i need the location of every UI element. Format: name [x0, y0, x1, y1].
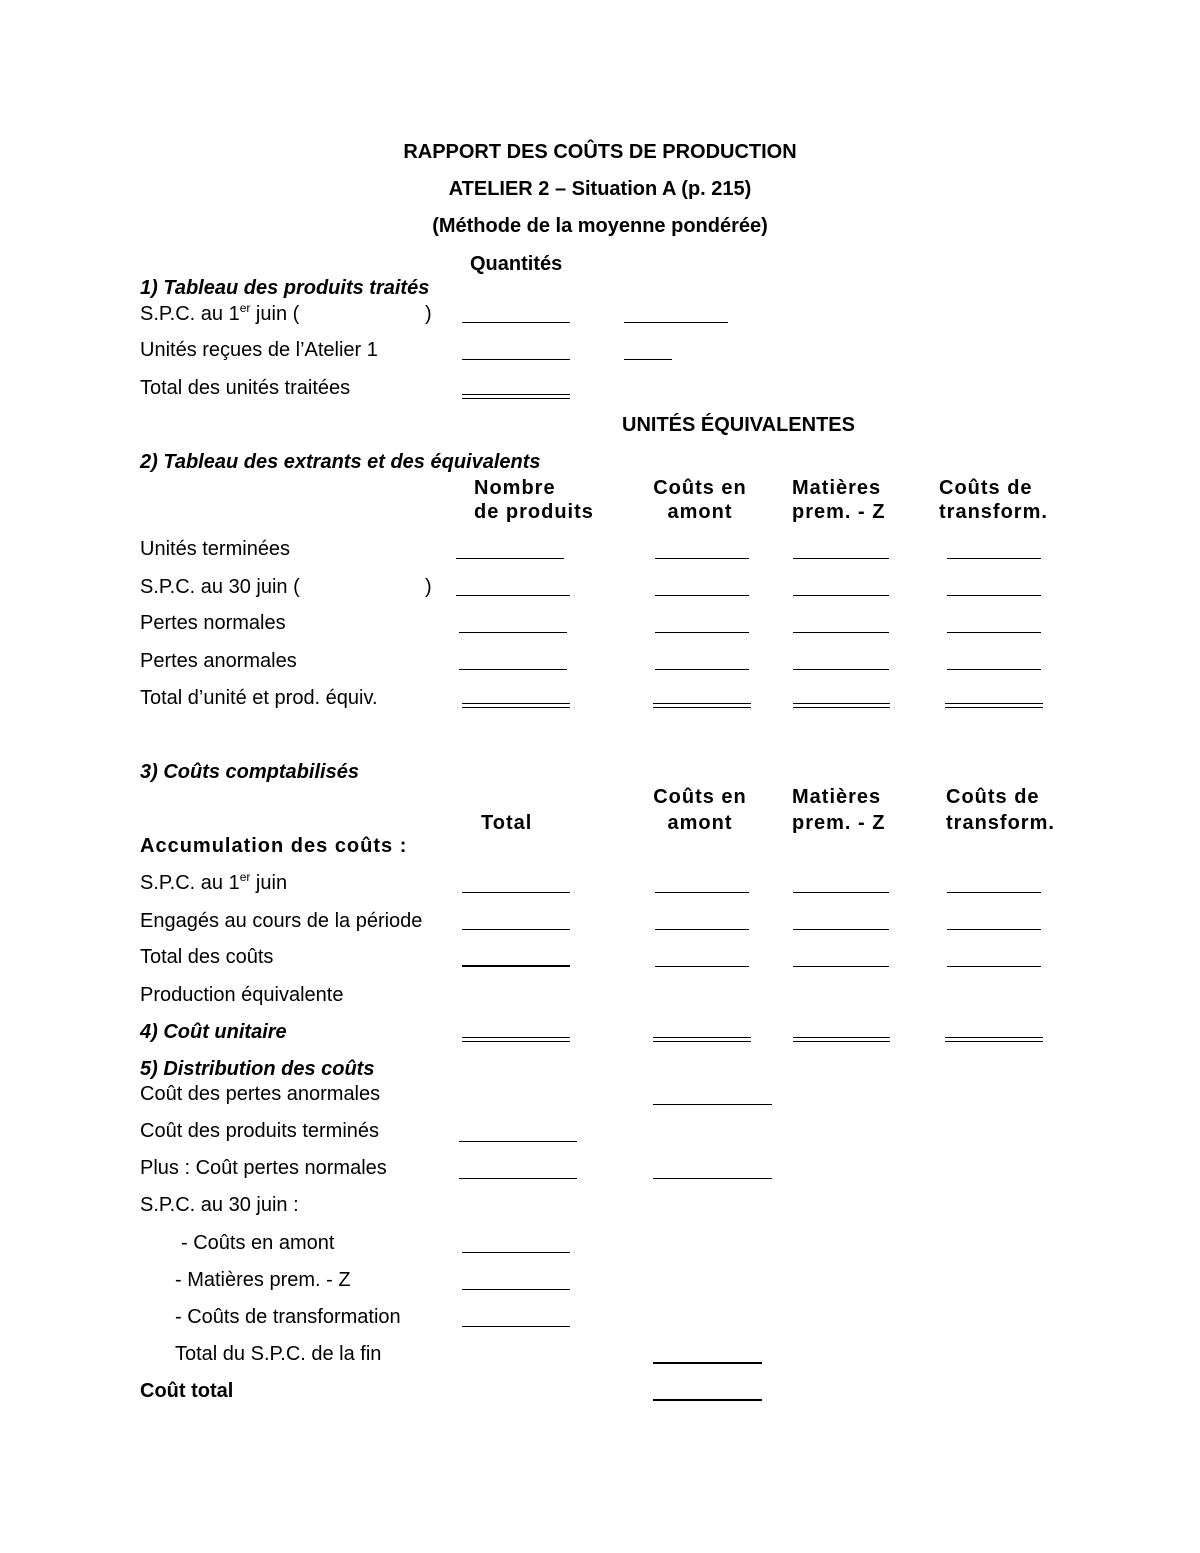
blank-line[interactable] — [653, 1104, 772, 1105]
col-material-1: Matières — [792, 786, 882, 808]
blank-line[interactable] — [655, 632, 749, 633]
section-2-heading: 2) Tableau des extrants et des équivalents — [140, 451, 541, 473]
blank-line[interactable] — [655, 558, 749, 559]
blank-line[interactable] — [793, 632, 889, 633]
blank-line[interactable] — [653, 1178, 772, 1179]
blank-line[interactable] — [947, 632, 1041, 633]
blank-line[interactable] — [624, 322, 728, 323]
col-conversion-2: transform. — [946, 812, 1055, 834]
col-conversion-1: Coûts de — [939, 477, 1033, 499]
blank-line[interactable] — [655, 595, 749, 596]
spc-start-costs-label: S.P.C. au 1er juin — [140, 870, 288, 894]
spc-end-label: S.P.C. au 30 juin ( — [140, 576, 300, 598]
double-underline[interactable] — [462, 703, 570, 708]
total-costs-label: Total des coûts — [140, 946, 274, 968]
paren-close: ) — [425, 576, 432, 598]
blank-line[interactable] — [462, 892, 570, 893]
col-products-1: Nombre — [474, 477, 556, 499]
section-4-heading: 4) Coût unitaire — [140, 1021, 287, 1043]
blank-line[interactable] — [653, 1362, 762, 1364]
blank-line[interactable] — [793, 966, 889, 967]
blank-line[interactable] — [459, 632, 567, 633]
incurred-costs-label: Engagés au cours de la période — [140, 910, 423, 932]
blank-line[interactable] — [793, 558, 889, 559]
double-underline[interactable] — [462, 394, 570, 399]
blank-line[interactable] — [462, 929, 570, 930]
section-1-heading: 1) Tableau des produits traités — [140, 277, 430, 299]
double-underline[interactable] — [793, 703, 890, 708]
blank-line[interactable] — [947, 892, 1041, 893]
section-3-heading: 3) Coûts comptabilisés — [140, 761, 359, 783]
blank-line[interactable] — [793, 669, 889, 670]
blank-line[interactable] — [462, 1252, 570, 1253]
conversion-costs-label: - Coûts de transformation — [175, 1306, 401, 1328]
blank-line[interactable] — [655, 966, 749, 967]
col-material-2: prem. - Z — [792, 812, 886, 834]
blank-line[interactable] — [947, 966, 1041, 967]
paren-close: ) — [425, 303, 432, 325]
completed-units-label: Unités terminées — [140, 538, 291, 560]
col-upstream-1: Coûts en — [653, 786, 747, 808]
material-costs-label: - Matières prem. - Z — [175, 1269, 351, 1291]
blank-line[interactable] — [655, 669, 749, 670]
double-underline[interactable] — [653, 1037, 751, 1042]
total-cost-label: Coût total — [140, 1380, 234, 1402]
blank-line[interactable] — [793, 892, 889, 893]
total-equiv-label: Total d’unité et prod. équiv. — [140, 687, 378, 709]
blank-line[interactable] — [653, 1399, 762, 1401]
spc-end-costs-label: S.P.C. au 30 juin : — [140, 1194, 299, 1216]
col-conversion-2: transform. — [939, 501, 1048, 523]
blank-line[interactable] — [462, 359, 570, 360]
double-underline[interactable] — [945, 703, 1043, 708]
blank-line[interactable] — [947, 929, 1041, 930]
upstream-costs-label: - Coûts en amont — [181, 1232, 335, 1254]
accumulation-label: Accumulation des coûts : — [140, 835, 408, 857]
blank-line[interactable] — [655, 892, 749, 893]
blank-line[interactable] — [947, 669, 1041, 670]
abnormal-losses-cost-label: Coût des pertes anormales — [140, 1083, 381, 1105]
blank-line[interactable] — [462, 322, 570, 323]
col-conversion-1: Coûts de — [946, 786, 1040, 808]
col-products-2: de produits — [474, 501, 594, 523]
blank-line[interactable] — [456, 595, 570, 596]
plus-normal-losses-label: Plus : Coût pertes normales — [140, 1157, 387, 1179]
col-upstream-2: amont — [667, 501, 733, 523]
blank-line[interactable] — [459, 1141, 577, 1142]
col-total: Total — [481, 812, 533, 834]
blank-line[interactable] — [462, 965, 570, 967]
col-upstream-1: Coûts en — [653, 477, 747, 499]
blank-line[interactable] — [624, 359, 672, 360]
blank-line[interactable] — [459, 1178, 577, 1179]
col-upstream-2: amont — [667, 812, 733, 834]
equivalent-units-header: UNITÉS ÉQUIVALENTES — [622, 414, 855, 436]
double-underline[interactable] — [653, 703, 751, 708]
page-title: RAPPORT DES COÛTS DE PRODUCTION — [403, 141, 797, 163]
double-underline[interactable] — [793, 1037, 890, 1042]
spc-start-label: S.P.C. au 1er juin ( — [140, 301, 300, 325]
blank-line[interactable] — [462, 1289, 570, 1290]
blank-line[interactable] — [459, 669, 567, 670]
blank-line[interactable] — [456, 558, 564, 559]
blank-line[interactable] — [462, 1326, 570, 1327]
method-label: (Méthode de la moyenne pondérée) — [432, 215, 768, 237]
completed-cost-label: Coût des produits terminés — [140, 1120, 380, 1142]
normal-losses-label: Pertes normales — [140, 612, 286, 634]
total-spc-end-label: Total du S.P.C. de la fin — [175, 1343, 382, 1365]
section-5-heading: 5) Distribution des coûts — [140, 1058, 375, 1080]
blank-line[interactable] — [655, 929, 749, 930]
quantities-column-header: Quantités — [470, 253, 563, 275]
double-underline[interactable] — [945, 1037, 1043, 1042]
received-units-label: Unités reçues de l’Atelier 1 — [140, 339, 378, 361]
blank-line[interactable] — [793, 595, 889, 596]
blank-line[interactable] — [793, 929, 889, 930]
blank-line[interactable] — [947, 558, 1041, 559]
col-material-2: prem. - Z — [792, 501, 886, 523]
double-underline[interactable] — [462, 1037, 570, 1042]
equiv-production-label: Production équivalente — [140, 984, 344, 1006]
col-material-1: Matières — [792, 477, 882, 499]
page-subtitle: ATELIER 2 – Situation A (p. 215) — [448, 178, 752, 200]
total-units-label: Total des unités traitées — [140, 377, 351, 399]
blank-line[interactable] — [947, 595, 1041, 596]
abnormal-losses-label: Pertes anormales — [140, 650, 297, 672]
